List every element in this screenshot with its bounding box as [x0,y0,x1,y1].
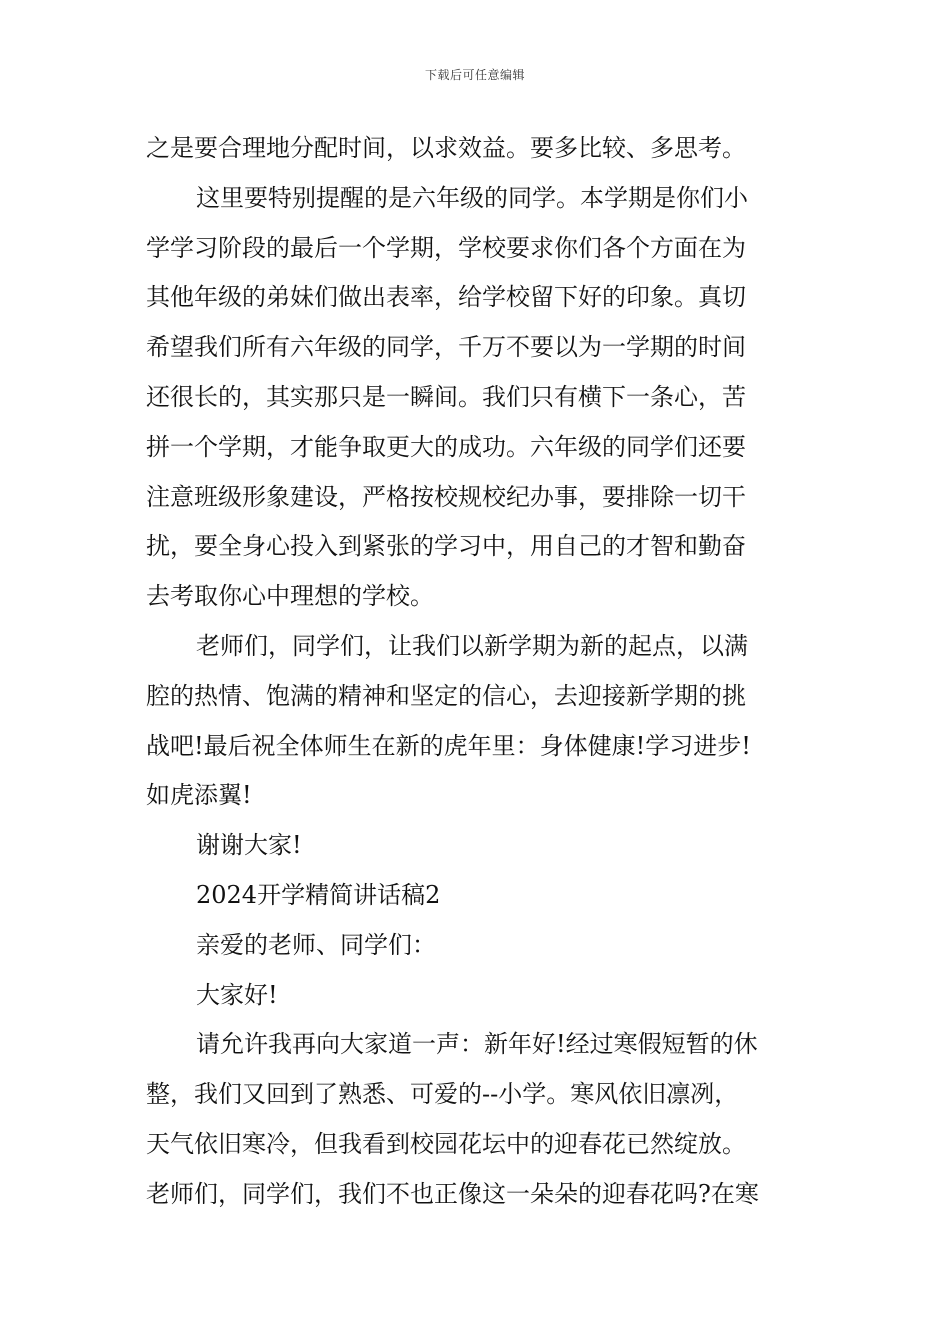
text-line: 大家好! [196,980,278,1009]
text-line: 还很长的，其实那只是一瞬间。我们只有横下一条心，苦 [146,382,746,411]
text-line: 去考取你心中理想的学校。 [146,582,434,611]
text-line: 这里要特别提醒的是六年级的同学。本学期是你们小 [196,183,748,212]
text-line: 2024开学精简讲话稿2 [196,880,441,909]
text-line: 战吧!最后祝全体师生在新的虎年里：身体健康!学习进步! [146,731,751,760]
document-body [146,124,808,1220]
text-line: 老师们，同学们，让我们以新学期为新的起点，以满 [196,631,748,660]
text-line: 希望我们所有六年级的同学，千万不要以为一学期的时间 [146,333,746,362]
text-line: 之是要合理地分配时间，以求效益。要多比较、多思考。 [146,134,746,162]
text-line: 亲爱的老师、同学们： [196,930,436,959]
text-line: 其他年级的弟妹们做出表率，给学校留下好的印象。真切 [146,283,746,312]
text-line: 天气依旧寒冷，但我看到校园花坛中的迎春花已然绽放。 [146,1129,746,1158]
text-line: 扰，要全身心投入到紧张的学习中，用自己的才智和勤奋 [146,532,746,561]
text-line: 如虎添翼! [146,781,252,810]
text-line: 腔的热情、饱满的精神和坚定的信心，去迎接新学期的挑 [146,681,746,710]
text-line: 注意班级形象建设，严格按校规校纪办事，要排除一切干 [146,482,746,511]
text-line: 学学习阶段的最后一个学期，学校要求你们各个方面在为 [146,233,746,262]
text-line: 拼一个学期，才能争取更大的成功。六年级的同学们还要 [146,432,746,461]
text-line: 老师们，同学们，我们不也正像这一朵朵的迎春花吗?在寒 [146,1179,759,1208]
text-line: 请允许我再向大家道一声：新年好!经过寒假短暂的休 [196,1030,758,1059]
text-line: 整，我们又回到了熟悉、可爱的--小学。寒风依旧凛冽， [146,1080,739,1109]
text-line: 谢谢大家! [196,831,302,860]
page-header: 下载后可任意编辑 [424,68,525,82]
